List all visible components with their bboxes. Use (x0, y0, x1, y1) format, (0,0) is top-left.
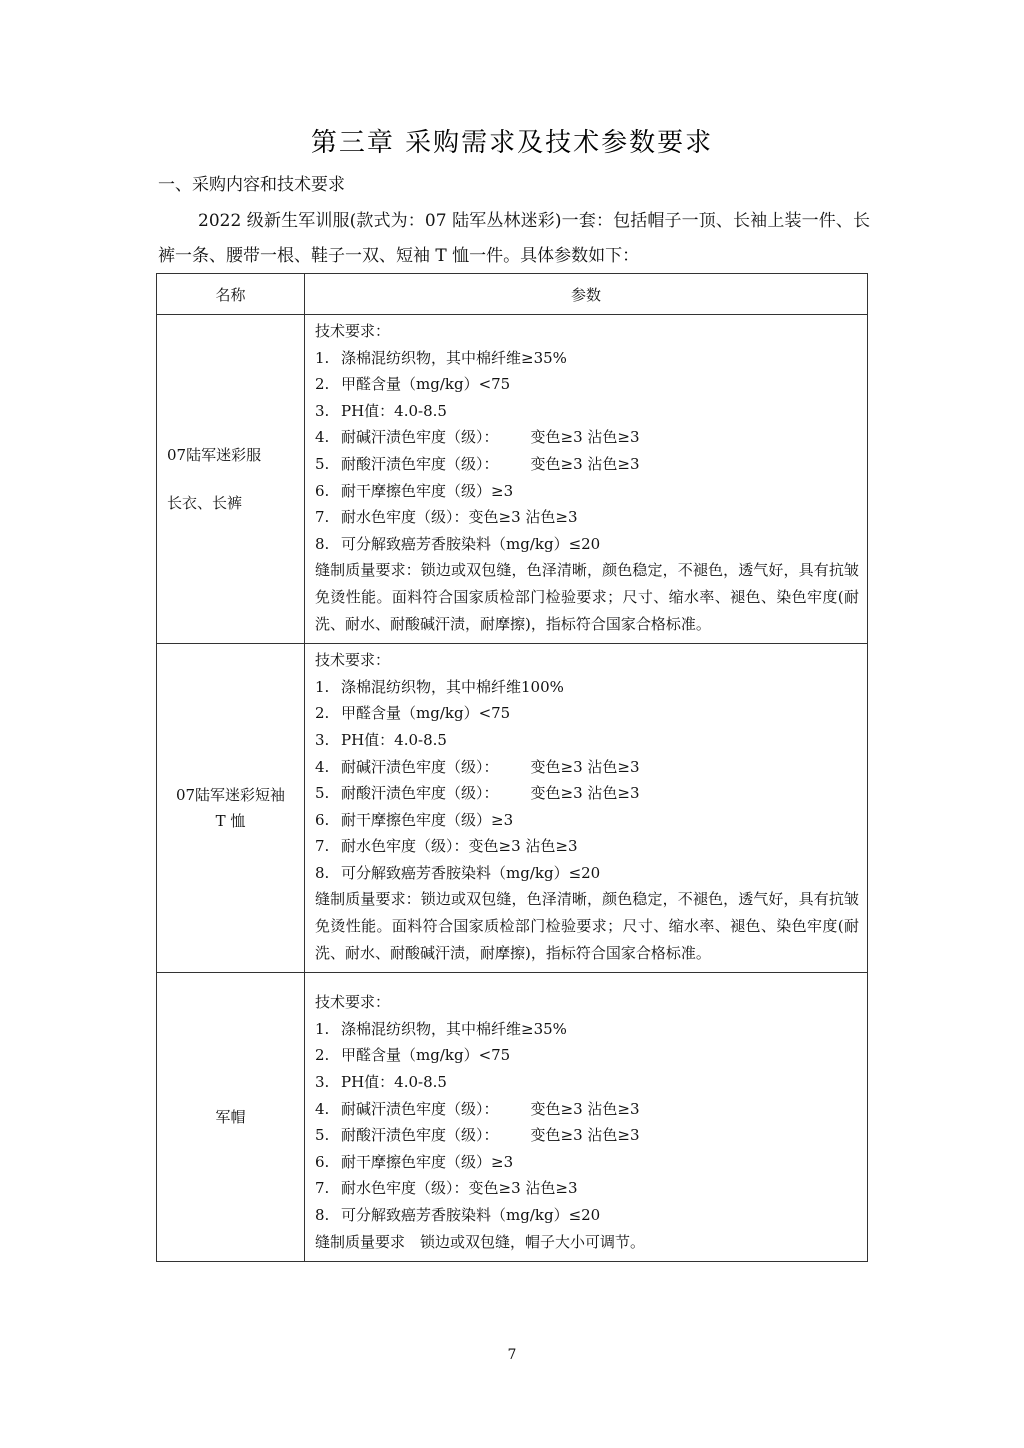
item-name: 军帽 (215, 1108, 246, 1127)
requirement-item: 1. 涤棉混纺织物，其中棉纤维100% (315, 677, 564, 696)
intro-paragraph: 2022 级新生军训服(款式为：07 陆军丛林迷彩)一套：包括帽子一顶、长袖上装一件、长裤一条、腰带一根、鞋子一双、短袖 T 恤一件。具体参数如下： (158, 211, 870, 266)
item-params-cell (305, 644, 868, 973)
table-row (157, 644, 868, 973)
requirement-item: 3. PH值：4.0-8.5 (315, 730, 447, 749)
requirement-item: 5. 耐酸汗渍色牢度（级）： 变色≥3 沾色≥3 (315, 1126, 640, 1145)
requirement-item: 3. PH值：4.0-8.5 (315, 1073, 447, 1092)
table-row (157, 973, 868, 1262)
tech-title: 技术要求： (315, 651, 391, 670)
page-title: 第三章 采购需求及技术参数要求 (310, 128, 714, 158)
requirement-item: 2. 甲醛含量（mg/kg）<75 (315, 704, 511, 723)
requirement-item: 1. 涤棉混纺织物，其中棉纤维≥35% (315, 348, 567, 367)
tech-title: 技术要求： (315, 993, 391, 1012)
spec-table (156, 273, 868, 1262)
requirement-item: 6. 耐干摩擦色牢度（级）≥3 (315, 1152, 514, 1171)
item-name-cell (157, 315, 305, 644)
requirement-item: 4. 耐碱汗渍色牢度（级）： 变色≥3 沾色≥3 (315, 428, 640, 447)
requirement-item: 8. 可分解致癌芳香胺染料（mg/kg）≤20 (315, 1206, 601, 1224)
requirement-item: 6. 耐干摩擦色牢度（级）≥3 (315, 481, 514, 500)
requirement-item: 2. 甲醛含量（mg/kg）<75 (315, 1046, 511, 1065)
requirement-item: 3. PH值：4.0-8.5 (315, 401, 447, 420)
requirement-item: 5. 耐酸汗渍色牢度（级）： 变色≥3 沾色≥3 (315, 784, 640, 803)
sewing-requirement: 缝制质量要求 锁边或双包缝，帽子大小可调节。 (315, 1232, 646, 1251)
item-params-cell (305, 973, 868, 1262)
requirement-item: 2. 甲醛含量（mg/kg）<75 (315, 375, 511, 394)
item-name: 07陆军迷彩短袖 (175, 786, 286, 805)
sewing-requirement: 缝制质量要求：锁边或双包缝，色泽清晰，颜色稳定，不褪色，透气好，具有抗皱免烫性能。面料符合国家质检部门检验要求；尺寸、缩水率、褪色、染色牢度(耐洗、耐水、耐酸碱汗渍，耐摩擦)，指标符合国家合格标准。 (315, 890, 859, 962)
table-header-row (157, 274, 868, 315)
requirement-item: 7. 耐水色牢度（级）：变色≥3 沾色≥3 (315, 1179, 578, 1198)
item-params-cell (305, 315, 868, 644)
item-name-cell (157, 973, 305, 1262)
requirement-item: 4. 耐碱汗渍色牢度（级）： 变色≥3 沾色≥3 (315, 757, 640, 776)
requirement-item: 8. 可分解致癌芳香胺染料（mg/kg）≤20 (315, 863, 601, 882)
page-number: 7 (507, 1347, 517, 1363)
sewing-requirement: 缝制质量要求：锁边或双包缝，色泽清晰，颜色稳定，不褪色，透气好，具有抗皱免烫性能。面料符合国家质检部门检验要求；尺寸、缩水率、褪色、染色牢度(耐洗、耐水、耐酸碱汗渍，耐摩擦)，指标符合国家合格标准。 (315, 561, 859, 633)
requirement-item: 7. 耐水色牢度（级）：变色≥3 沾色≥3 (315, 837, 578, 856)
item-subname: T 恤 (215, 812, 246, 831)
requirement-item: 5. 耐酸汗渍色牢度（级）： 变色≥3 沾色≥3 (315, 454, 640, 473)
header-params: 参数 (305, 274, 868, 315)
requirement-item: 8. 可分解致癌芳香胺染料（mg/kg）≤20 (315, 534, 601, 553)
requirement-item: 6. 耐干摩擦色牢度（级）≥3 (315, 810, 514, 829)
requirement-item: 4. 耐碱汗渍色牢度（级）： 变色≥3 沾色≥3 (315, 1099, 640, 1118)
table-row (157, 315, 868, 644)
tech-title: 技术要求： (315, 322, 391, 340)
requirement-item: 7. 耐水色牢度（级）：变色≥3 沾色≥3 (315, 508, 578, 527)
header-name: 名称 (157, 274, 305, 315)
item-name-cell (157, 644, 305, 973)
requirement-item: 1. 涤棉混纺织物，其中棉纤维≥35% (315, 1019, 567, 1038)
section-heading: 一、采购内容和技术要求 (158, 175, 345, 195)
item-subname: 长衣、长裤 (167, 494, 243, 513)
item-name: 07陆军迷彩服 (167, 446, 262, 465)
